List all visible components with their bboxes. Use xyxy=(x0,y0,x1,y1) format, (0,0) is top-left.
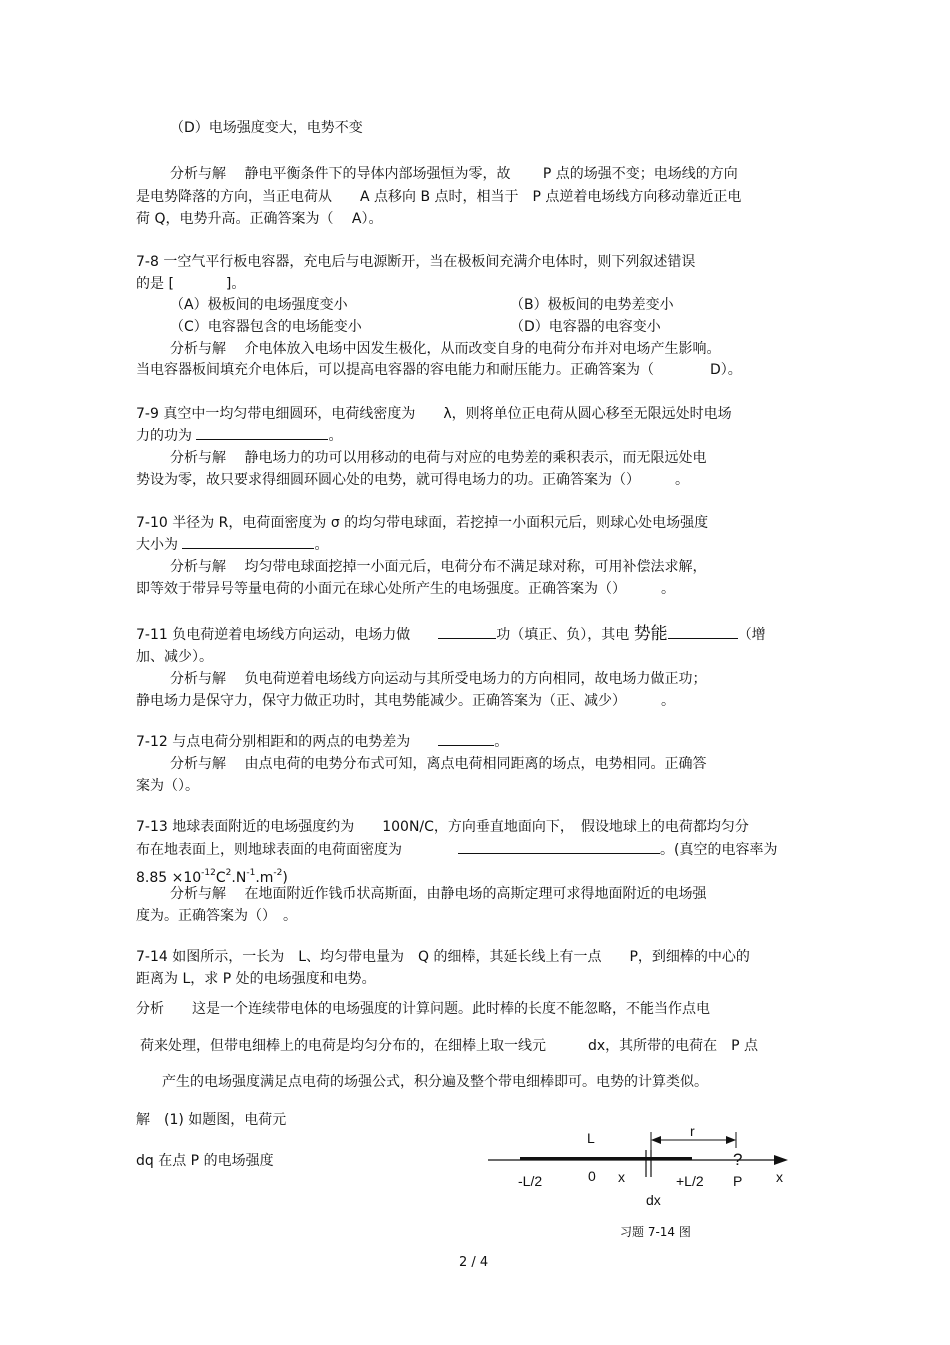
q7-8-option-d: （D）电容器的电容变小 xyxy=(510,319,661,335)
charged-rod xyxy=(520,1157,692,1160)
q7-10-line2: 大小为 。 xyxy=(136,537,329,553)
label-L: L xyxy=(587,1130,595,1146)
q7-14-analysis-line1: 分析 这是一个连续带电体的电场强度的计算问题。此时棒的长度不能忽略，不能当作点电 xyxy=(136,1001,710,1017)
q7-13-line1: 7-13 地球表面附近的电场强度约为 100N/C，方向垂直地面向下， 假设地球上的电荷都均匀分 xyxy=(136,819,749,835)
q7-13-line2: 布在地表面上，则地球表面的电荷面密度为 。(真空的电容率为 xyxy=(136,842,778,858)
q7-12-analysis-line1: 分析与解 由点电荷的电势分布式可知，离点电荷相同距离的场点，电势相同。正确答 xyxy=(170,756,707,772)
q7-13-analysis-line2: 度为。正确答案为（） 。 xyxy=(136,908,297,924)
label-pos-half-L: +L/2 xyxy=(676,1173,704,1189)
figure-7-14 xyxy=(480,1120,800,1220)
q7-9-analysis-line1: 分析与解 静电场力的功可以用移动的电荷与对应的电势差的乘积表示，而无限远处电 xyxy=(170,450,707,466)
q7-11-line2: 加、减少）。 xyxy=(136,649,213,665)
q7-8-line1: 7-8 一空气平行板电容器，充电后与电源断开，当在极板间充满介电体时，则下列叙述错误 xyxy=(136,254,696,270)
q7-14-line2: 距离为 L，求 P 处的电场强度和电势。 xyxy=(136,971,376,987)
q7-12-analysis-line2: 案为（）。 xyxy=(136,778,199,794)
q7-10-analysis-line2: 即等效于带异号等量电荷的小面元在球心处所产生的电场强度。正确答案为（） 。 xyxy=(136,581,675,597)
r-arrow-right-icon xyxy=(726,1136,736,1144)
q7-11-line1: 7-11 负电荷逆着电场线方向运动，电场力做 功（填正、负），其电 势能 （增 xyxy=(136,624,766,644)
q7-14-line1: 7-14 如图所示，一长为 L、均匀带电量为 Q 的细棒，其延长线上有一点 P，到细棒的中心的 xyxy=(136,949,750,965)
q7-8-option-b: （B）极板间的电势差变小 xyxy=(510,297,674,313)
q7-8-analysis-line1: 分析与解 介电体放入电场中因发生极化，从而改变自身的电荷分布并对电场产生影响。 xyxy=(170,341,721,357)
analysis-prev-line1: 分析与解 静电平衡条件下的导体内部场强恒为零，故 P 点的场强不变；电场线的方向 xyxy=(170,166,738,182)
q7-10-line1: 7-10 半径为 R，电荷面密度为 σ 的均匀带电球面，若挖掉一小面积元后，则球心处电场强度 xyxy=(136,515,709,531)
q7-9-line2: 力的功为 。 xyxy=(136,428,343,444)
solution-line1: 解 (1) 如题图，电荷元 xyxy=(136,1112,287,1128)
q7-11-analysis-line1: 分析与解 负电荷逆着电场线方向运动与其所受电场力的方向相同，故电场力做正功； xyxy=(170,671,707,687)
option-d-prev: （D）电场强度变大，电势不变 xyxy=(170,120,363,136)
q7-9-line1: 7-9 真空中一均匀带电细圆环，电荷线密度为 λ，则将单位正电荷从圆心移至无限远处时电场 xyxy=(136,406,732,422)
q7-9-analysis-line2: 势设为零，故只要求得细圆环圆心处的电势，就可得电场力的功。正确答案为（） 。 xyxy=(136,472,689,488)
figure-caption: 习题 7-14 图 xyxy=(620,1225,691,1239)
q7-8-analysis-line2: 当电容器板间填充介电体后，可以提高电容器的容电能力和耐压能力。正确答案为（ D）。 xyxy=(136,362,742,378)
analysis-prev-line2: 是电势降落的方向，当正电荷从 A 点移向 B 点时，相当于 P 点逆着电场线方向移动靠近正电 xyxy=(136,189,742,205)
label-origin: 0 xyxy=(588,1168,596,1184)
r-arrow-left-icon xyxy=(651,1136,661,1144)
q7-10-analysis-line1: 分析与解 均匀带电球面挖掉一小面元后，电荷分布不满足球对称，可用补偿法求解， xyxy=(170,559,707,575)
page-number: 2 / 4 xyxy=(459,1255,489,1270)
x-axis-arrow xyxy=(774,1155,788,1165)
q7-13-analysis-line1: 分析与解 在地面附近作钱币状高斯面，由静电场的高斯定理可求得地面附近的电场强 xyxy=(170,886,707,902)
analysis-prev-line3: 荷 Q，电势升高。正确答案为（ A）。 xyxy=(136,211,383,227)
label-r: r xyxy=(690,1123,695,1139)
label-x-inner: x xyxy=(618,1169,625,1185)
label-neg-half-L: -L/2 xyxy=(518,1173,543,1189)
q7-11-analysis-line2: 静电场力是保守力，保守力做正功时，其电势能减少。正确答案为（正、减少） 。 xyxy=(136,693,675,709)
q7-14-analysis-line3: 产生的电场强度满足点电荷的场强公式，积分遍及整个带电细棒即可。电势的计算类似。 xyxy=(162,1074,708,1090)
q7-8-option-a: （A）极板间的电场强度变小 xyxy=(170,297,348,313)
label-dx: dx xyxy=(646,1192,661,1208)
q7-13-line3: $8.85 \times 10^{-12}C^2.N^{-1}.m^{-2}$) xyxy=(136,868,288,886)
label-question-mark: ? xyxy=(733,1150,743,1169)
q7-8-line2: 的是 [ ]。 xyxy=(136,276,246,292)
label-P: P xyxy=(733,1173,743,1189)
label-x-axis: x xyxy=(776,1169,783,1185)
q7-12-line1: 7-12 与点电荷分别相距和的两点的电势差为 。 xyxy=(136,734,509,750)
solution-line2: dq 在点 P 的电场强度 xyxy=(136,1153,274,1169)
q7-14-analysis-line2: 荷来处理，但带电细棒上的电荷是均匀分布的，在细棒上取一线元 dx，其所带的电荷在 P 点 xyxy=(140,1038,759,1054)
q7-8-option-c: （C）电容器包含的电场能变小 xyxy=(170,319,362,335)
